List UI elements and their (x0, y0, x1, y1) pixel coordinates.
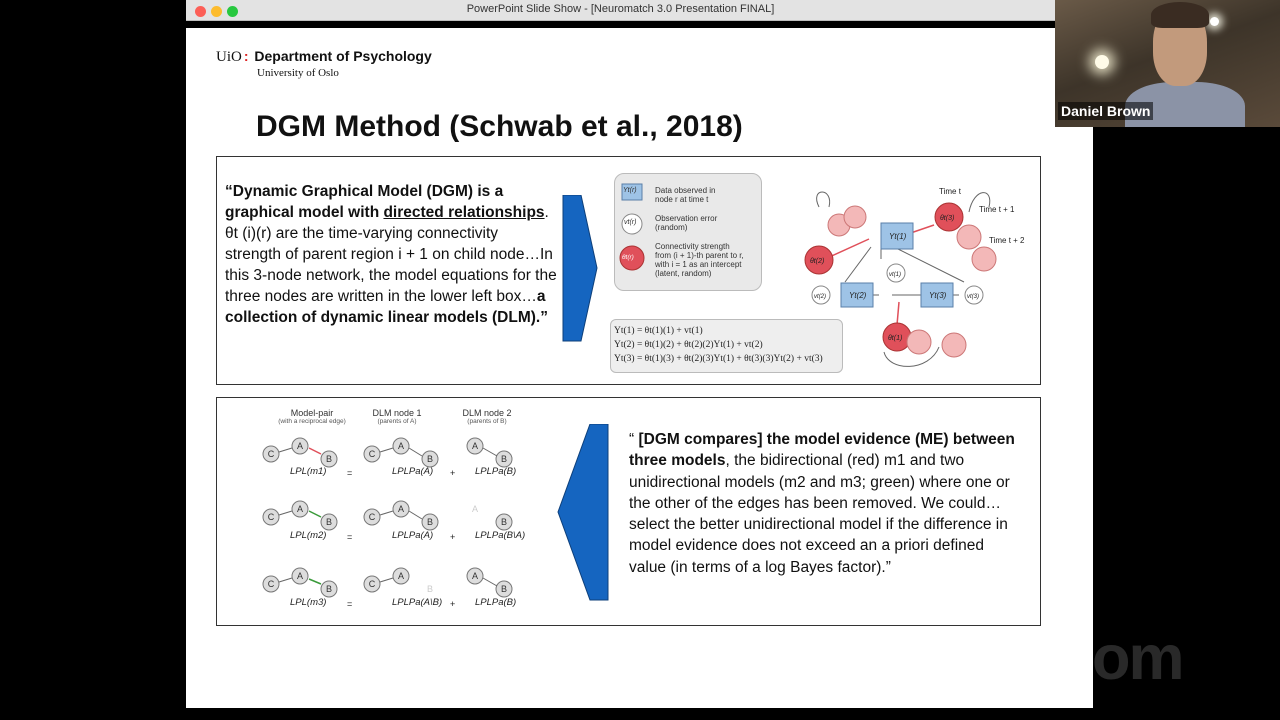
model-comparison-box (216, 397, 1041, 626)
svg-text:A: A (471, 504, 479, 514)
legend-text-theta: Connectivity strength from (i + 1)-th parent to r, with i = 1 as an intercept (latent, random) (655, 242, 744, 278)
lpl-node2-row2: LPLPa(B\A) (475, 530, 526, 541)
node-theta2: θt(2) (810, 258, 825, 265)
quote-part-d: a collection of dynamic linear models (DLM).” (225, 288, 548, 326)
quote2-part-c: , the bidirectional (red) m1 and two unidirectional models (m2 and m3; green) where one or the other of the edges has been removed. We could…select the better unidirectional model if the difference in model evidence does not exceed an a priori defined value (in terms of a log Bayes factor).” (629, 452, 1010, 576)
lpl-node1-row3: LPLPa(A\B) (392, 597, 443, 608)
header-dlm-node1: DLM node 1 (parents of A) (372, 408, 422, 425)
svg-text:A: A (471, 441, 479, 451)
svg-text:B: B (500, 517, 508, 527)
node-v2: vt(2) (814, 294, 826, 300)
dgm-description-box (216, 156, 1041, 385)
node-theta1: θt(1) (888, 335, 903, 342)
dgm-quote (225, 181, 558, 328)
equation-3: Yt(3) = θt(1)(3) + θt(2)(3)Yt(1) + θt(3)(3)Yt(2) + vt(3) (614, 354, 823, 364)
label-time-t2: Time t + 2 (989, 236, 1025, 245)
header-dlm-node2: DLM node 2 (parents of B) (462, 408, 512, 425)
lpl-node2-row3: LPLPa(B) (475, 597, 517, 608)
legend-symbol-y: Yt(r) (623, 187, 637, 194)
legend-text-v: Observation error (random) (655, 214, 718, 232)
svg-text:A: A (296, 571, 304, 581)
slide-title: DGM Method (Schwab et al., 2018) (256, 110, 743, 143)
svg-text:B: B (325, 454, 333, 464)
svg-text:A: A (397, 441, 405, 451)
lpl-m2: LPL(m2) (290, 530, 327, 541)
lpl-node1-row2: LPLPa(A) (392, 530, 434, 541)
uio-logo (216, 48, 432, 79)
plus-2: + (450, 532, 456, 542)
comparison-quote (629, 429, 1024, 578)
equals-1: = (347, 468, 353, 478)
quote-part-a: “Dynamic Graphical Model (DGM) is a graphical model with (225, 183, 504, 221)
network-diagram (789, 177, 1029, 372)
node-y1: Yt(1) (889, 232, 907, 241)
node-theta3: θt(3) (940, 215, 955, 222)
quote2-part-a: “ (629, 431, 639, 448)
svg-text:B: B (325, 584, 333, 594)
logo-separator: : (243, 48, 249, 64)
svg-text:C: C (368, 512, 376, 522)
logo-university: University of Oslo (257, 67, 339, 79)
svg-text:C: C (368, 449, 376, 459)
left-arrow-icon (556, 424, 612, 604)
quote2-part-b: [DGM compares] the model evidence (ME) between three models (629, 431, 1015, 470)
svg-text:C: C (267, 449, 275, 459)
equation-1: Yt(1) = θt(1)(1) + vt(1) (614, 326, 703, 336)
header-model-pair: Model-pair (with a reciprocal edge) (278, 408, 346, 425)
legend-box (614, 173, 762, 291)
node-v3: vt(3) (967, 294, 979, 300)
quote-part-c: . θt (i)(r) are the time-varying connectivity strength of parent region i + 1 on child node…In this 3-node network, the model equations for the three nodes are written in the lower left box… (225, 204, 557, 305)
svg-text:B: B (426, 517, 434, 527)
legend-symbol-theta: θt(r) (622, 254, 634, 261)
ceiling-light (1210, 17, 1219, 26)
svg-text:B: B (500, 454, 508, 464)
svg-text:A: A (296, 441, 304, 451)
plus-3: + (450, 599, 456, 609)
lpl-node1-row1: LPLPa(A) (392, 466, 434, 477)
lpl-m3: LPL(m3) (290, 597, 327, 608)
participant-name: Daniel Brown (1058, 102, 1153, 120)
svg-text:A: A (471, 571, 479, 581)
svg-text:B: B (426, 584, 434, 594)
participant-video[interactable] (1055, 0, 1280, 127)
svg-text:B: B (500, 584, 508, 594)
svg-text:A: A (397, 504, 405, 514)
quote-part-b: directed relationships (383, 204, 545, 221)
svg-text:C: C (267, 512, 275, 522)
svg-text:B: B (325, 517, 333, 527)
plus-1: + (450, 468, 456, 478)
svg-text:C: C (368, 579, 376, 589)
label-time-t1: Time t + 1 (979, 205, 1015, 214)
window-title: PowerPoint Slide Show - [Neuromatch 3.0 Presentation FINAL] (466, 3, 775, 15)
svg-text:A: A (397, 571, 405, 581)
node-y3: Yt(3) (929, 291, 947, 300)
legend-text-y: Data observed in node r at time t (655, 186, 716, 204)
svg-text:B: B (426, 454, 434, 464)
participant-hair (1151, 2, 1209, 28)
svg-text:A: A (296, 504, 304, 514)
node-v1: vt(1) (889, 272, 901, 278)
label-time-t: Time t (939, 187, 961, 196)
legend-symbol-v: vt(r) (624, 219, 637, 226)
window-titlebar (186, 0, 1055, 21)
svg-text:C: C (267, 579, 275, 589)
presentation-slide (186, 28, 1093, 708)
lpl-node2-row1: LPLPa(B) (475, 466, 517, 477)
logo-department: Department of Psychology (254, 48, 432, 64)
lpl-m1: LPL(m1) (290, 466, 327, 477)
logo-uio: UiO (216, 49, 242, 65)
node-y2: Yt(2) (849, 291, 867, 300)
right-arrow-icon (561, 195, 601, 345)
equation-2: Yt(2) = θt(1)(2) + θt(2)(2)Yt(1) + vt(2) (614, 340, 763, 350)
zoom-watermark: zoom (1026, 623, 1183, 693)
lamp-light (1095, 55, 1109, 69)
equals-3: = (347, 599, 353, 609)
equals-2: = (347, 532, 353, 542)
